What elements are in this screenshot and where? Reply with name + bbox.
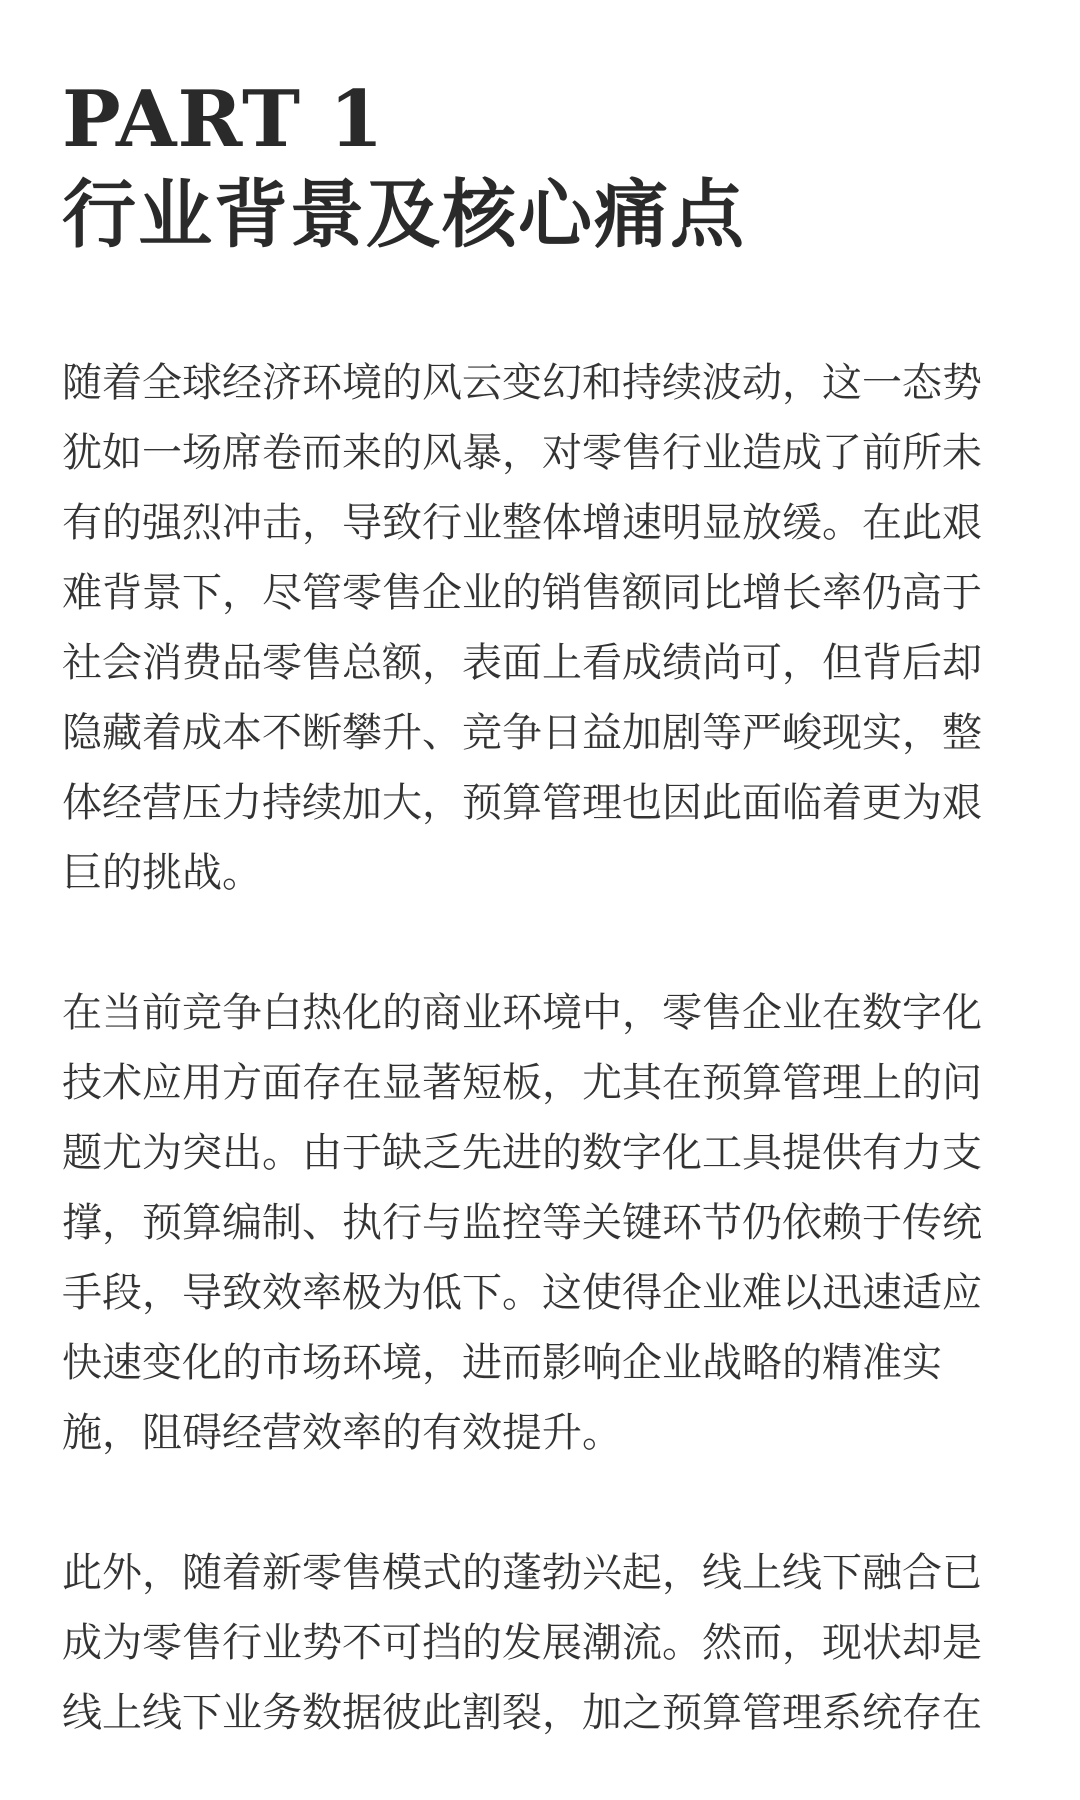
paragraph: 随着全球经济环境的风云变幻和持续波动，这一态势犹如一场席卷而来的风暴，对零售行业造成了前所未有的强烈冲击，导致行业整体增速明显放缓。在此艰难背景下，尽管零售企业的销售额同比增长率仍高于社会消费品零售总额，表面上看成绩尚可，但背后却隐藏着成本不断攀升、竞争日益加剧等严峻现实，整体经营压力持续加大，预算管理也因此面临着更为艰巨的挑战。 <box>62 360 982 896</box>
paragraph: 此外，随着新零售模式的蓬勃兴起，线上线下融合已成为零售行业势不可挡的发展潮流。然而，现状却是线上线下业务数据彼此割裂，加之预算管理系统存在 <box>62 1550 982 1736</box>
article <box>62 74 1018 1748</box>
section-title: 行业背景及核心痛点 <box>62 172 746 258</box>
paragraph: 在当前竞争白热化的商业环境中，零售企业在数字化技术应用方面存在显著短板，尤其在预算管理上的问题尤为突出。由于缺乏先进的数字化工具提供有力支撑，预算编制、执行与监控等关键环节仍依赖于传统手段，导致效率极为低下。这使得企业难以迅速适应快速变化的市场环境，进而影响企业战略的精准实施，阻碍经营效率的有效提升。 <box>62 990 982 1456</box>
part-label: PART 1 <box>62 74 385 165</box>
